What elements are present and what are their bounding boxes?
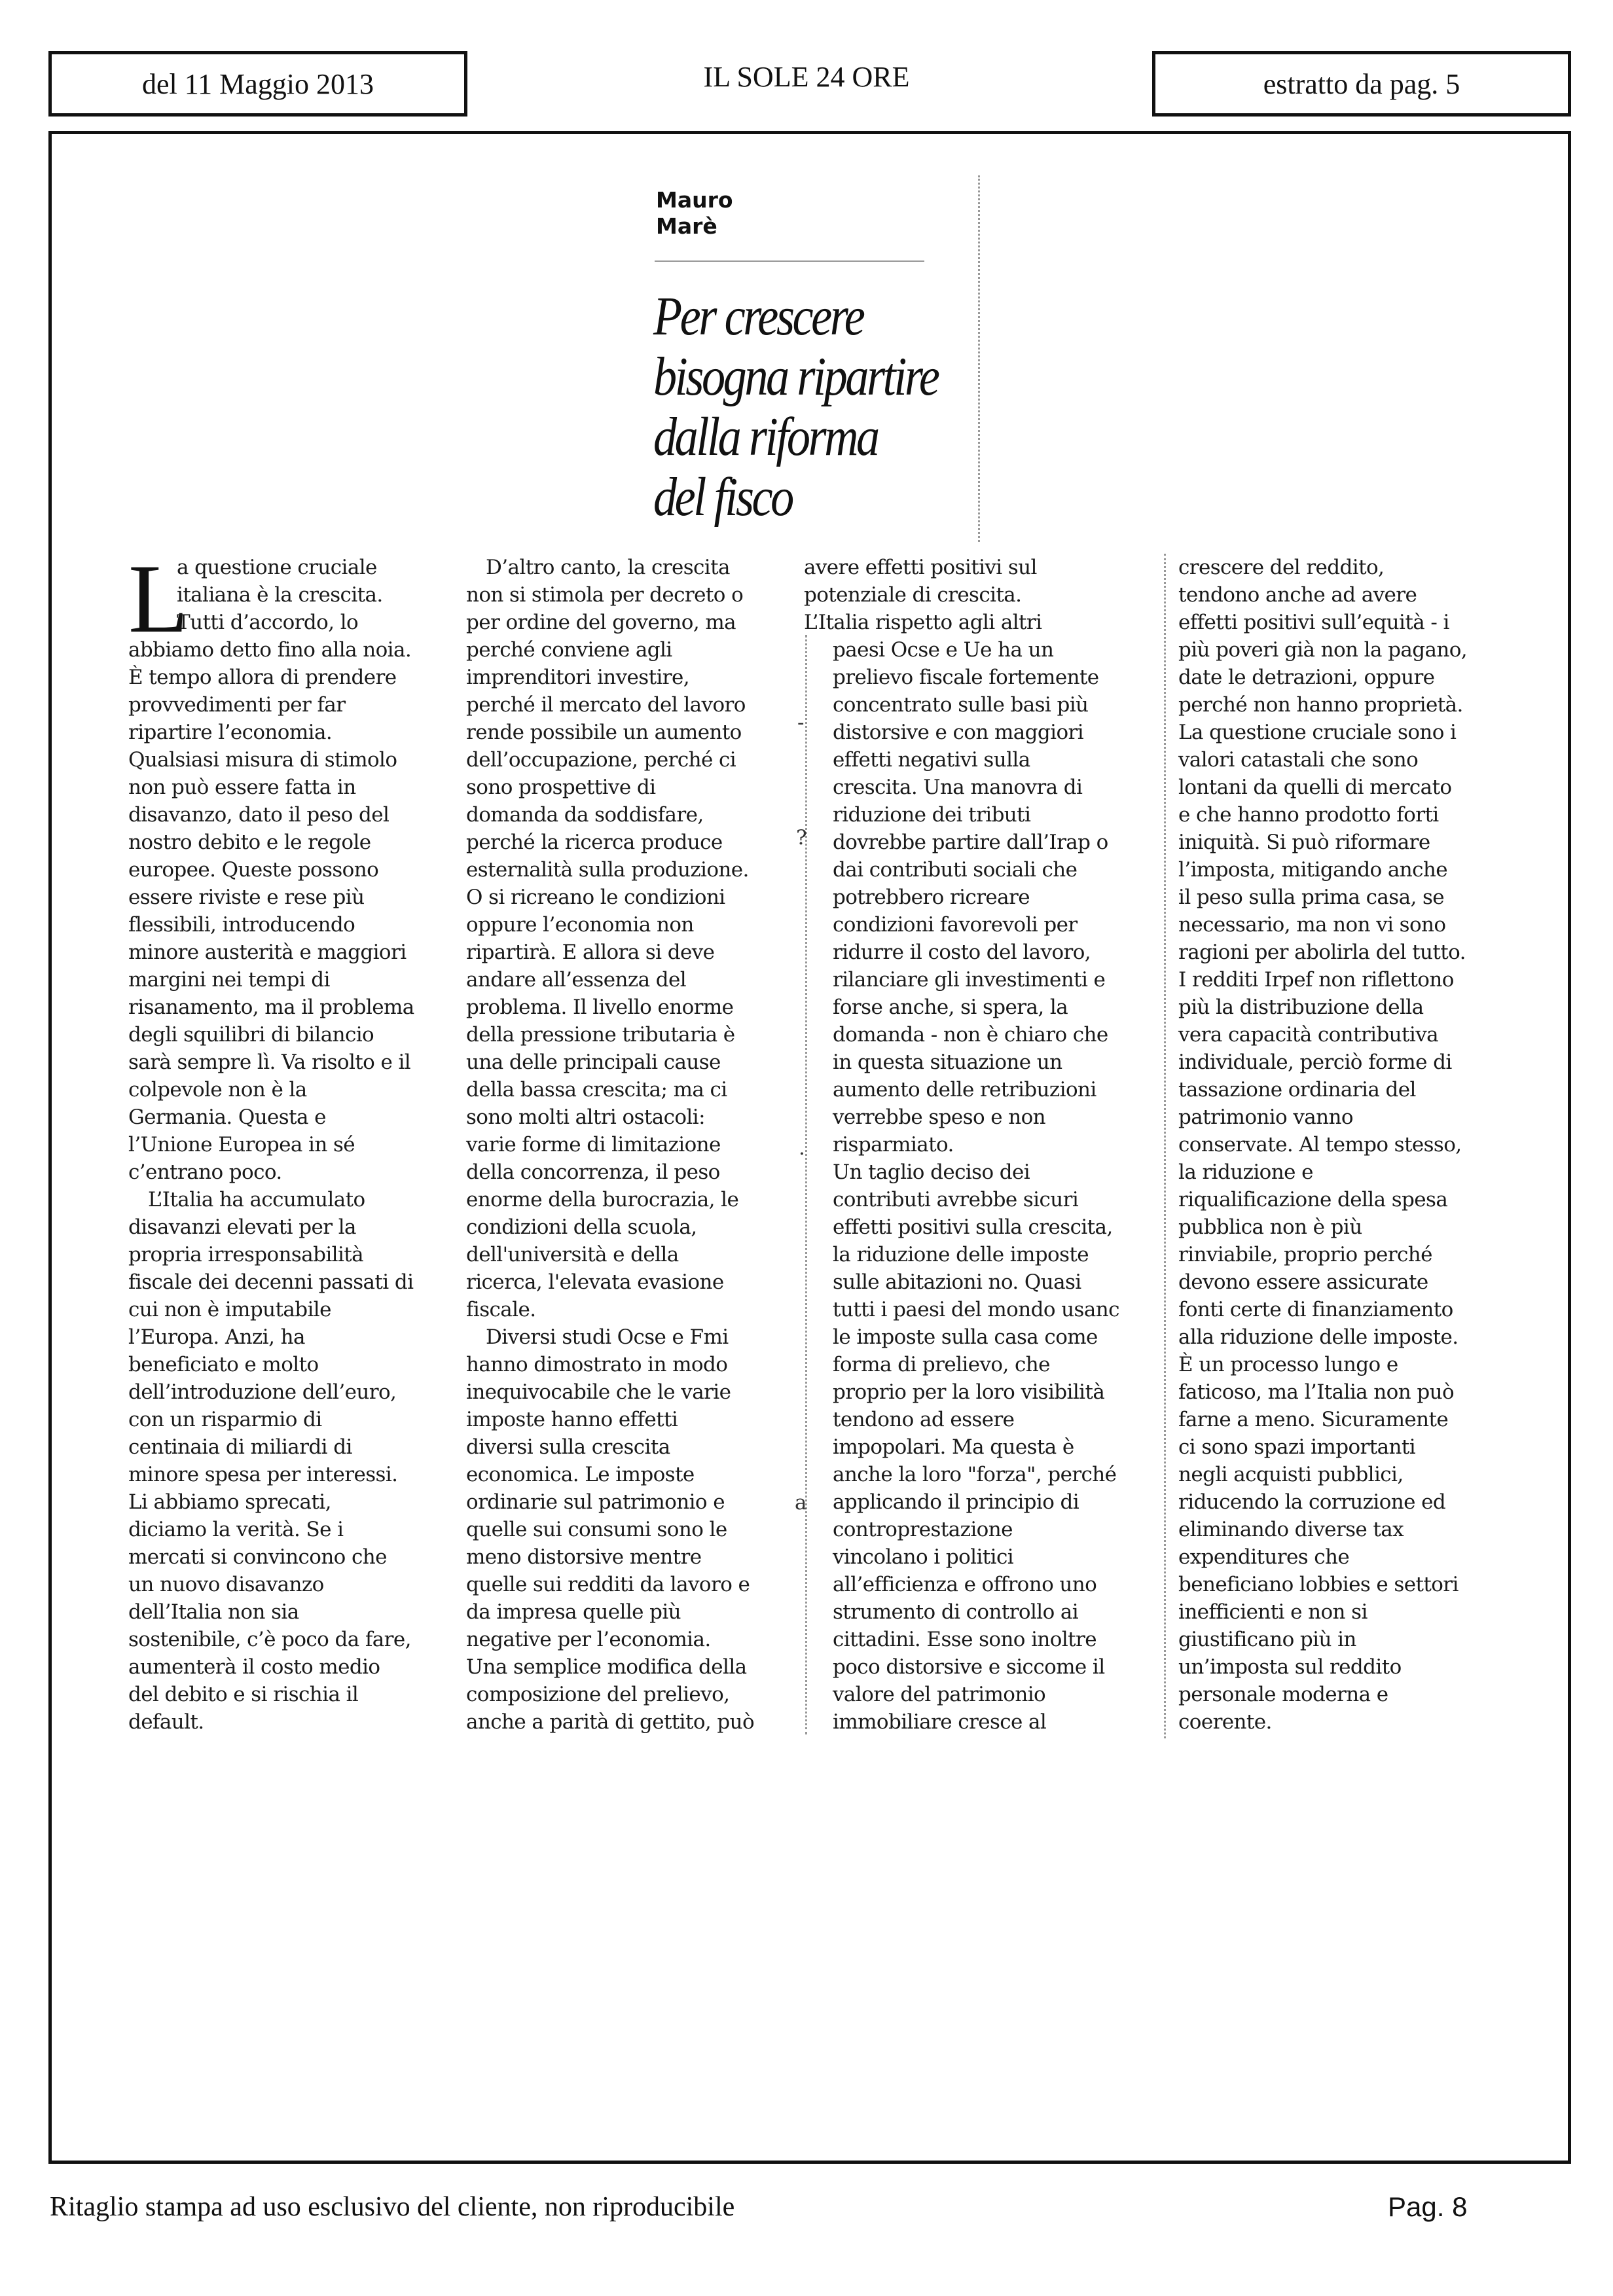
stray-mark: . bbox=[799, 1136, 805, 1160]
article-text-line: un’imposta sul reddito bbox=[1178, 1655, 1402, 1679]
article-text-line: quelle sui consumi sono le bbox=[466, 1518, 727, 1541]
article-text-line: valore del patrimonio bbox=[833, 1683, 1046, 1706]
headline-divider bbox=[978, 175, 980, 542]
article-text-line: oppure l’economia non bbox=[466, 913, 694, 937]
article-text-line: con un risparmio di bbox=[128, 1408, 322, 1431]
column-divider bbox=[805, 635, 807, 1734]
article-text-line: nostro debito e le regole bbox=[128, 831, 371, 854]
article-text-line: inefficienti e non si bbox=[1178, 1600, 1368, 1624]
article-text-line: riduzione dei tributi bbox=[833, 803, 1031, 827]
article-text-line: anche la loro "forza", perché bbox=[833, 1463, 1117, 1486]
article-text-line: Un taglio deciso dei bbox=[833, 1160, 1030, 1184]
article-text-line: potenziale di crescita. bbox=[804, 583, 1022, 607]
article-text-line: concentrato sulle basi più bbox=[833, 693, 1089, 717]
article-column-3-top bbox=[804, 554, 1138, 636]
headline bbox=[653, 286, 938, 528]
article-text-line: in questa situazione un bbox=[833, 1050, 1062, 1074]
article-text-line: problema. Il livello enorme bbox=[466, 996, 734, 1019]
article-text-line: del debito e si rischia il bbox=[128, 1683, 359, 1706]
page-ref-text: estratto da pag. 5 bbox=[1263, 67, 1460, 100]
article-text-line: vincolano i politici bbox=[833, 1545, 1014, 1569]
article-text-line: imprenditori investire, bbox=[466, 666, 689, 689]
article-text-line: lontani da quelli di mercato bbox=[1178, 776, 1452, 799]
footer-notice: Ritaglio stampa ad uso esclusivo del cliente, non riproducibile bbox=[50, 2192, 735, 2222]
article-text-line: controprestazione bbox=[833, 1518, 1013, 1541]
headline-line: dalla riforma bbox=[653, 406, 878, 467]
article-text-line: della concorrenza, il peso bbox=[466, 1160, 720, 1184]
article-text-line: essere riviste e rese più bbox=[128, 886, 365, 909]
article-text-line: l’Unione Europea in sé bbox=[128, 1133, 355, 1157]
article-text-line: strumento di controllo ai bbox=[833, 1600, 1079, 1624]
article-text-line: faticoso, ma l’Italia non può bbox=[1178, 1380, 1455, 1404]
article-text-line: hanno dimostrato in modo bbox=[466, 1353, 728, 1376]
article-text-line: beneficiano lobbies e settori bbox=[1178, 1573, 1459, 1596]
footer-page-number: Pag. 8 bbox=[1388, 2191, 1468, 2222]
article-text-line: sulle abitazioni no. Quasi bbox=[833, 1270, 1081, 1294]
article-text-line: sono prospettive di bbox=[466, 776, 656, 799]
article-text-line: la riduzione delle imposte bbox=[833, 1243, 1089, 1266]
article-text-line: domanda - non è chiaro che bbox=[833, 1023, 1108, 1047]
article-text-line: sono molti altri ostacoli: bbox=[466, 1105, 705, 1129]
article-column-1 bbox=[128, 554, 449, 1736]
stray-mark: a bbox=[795, 1491, 807, 1515]
article-text-line: inequivocabile che le varie bbox=[466, 1380, 731, 1404]
article-text-line: l’imposta, mitigando anche bbox=[1178, 858, 1447, 882]
article-text-line: tendono anche ad avere bbox=[1178, 583, 1417, 607]
article-text-line: più poveri già non la pagano, bbox=[1178, 638, 1468, 662]
article-column-3 bbox=[833, 636, 1173, 1736]
article-text-line: a questione cruciale bbox=[177, 556, 377, 579]
article-text-line: per ordine del governo, ma bbox=[466, 611, 736, 634]
article-text-line: più la distribuzione della bbox=[1178, 996, 1424, 1019]
article-text-line: ridurre il costo del lavoro, bbox=[833, 941, 1091, 964]
article-text-line: dell’introduzione dell’euro, bbox=[128, 1380, 397, 1404]
article-text-line: avere effetti positivi sul bbox=[804, 556, 1037, 579]
article-text-line: risanamento, ma il problema bbox=[128, 996, 414, 1019]
article-text-line: individuale, perciò forme di bbox=[1178, 1050, 1452, 1074]
article-text-line: valori catastali che sono bbox=[1178, 748, 1419, 772]
article-text-line: poco distorsive e siccome il bbox=[833, 1655, 1105, 1679]
article-text-line: ripartirà. E allora si deve bbox=[466, 941, 715, 964]
article-text-line: ragioni per abolirla del tutto. bbox=[1178, 941, 1466, 964]
article-text-line: La questione cruciale sono i bbox=[1178, 721, 1457, 744]
article-text-line: dell’Italia non sia bbox=[128, 1600, 299, 1624]
article-text-line: fiscale. bbox=[466, 1298, 536, 1321]
article-text-line: perché il mercato del lavoro bbox=[466, 693, 746, 717]
article-text-line: una delle principali cause bbox=[466, 1050, 721, 1074]
article-text-line: aumenterà il costo medio bbox=[128, 1655, 380, 1679]
article-text-line: italiana è la crescita. bbox=[177, 583, 383, 607]
article-text-line: flessibili, introducendo bbox=[128, 913, 355, 937]
article-text-line: ripartire l’economia. bbox=[128, 721, 333, 744]
article-text-line: conservate. Al tempo stesso, bbox=[1178, 1133, 1462, 1157]
article-text-line: È un processo lungo e bbox=[1178, 1353, 1398, 1376]
article-text-line: alla riduzione delle imposte. bbox=[1178, 1325, 1459, 1349]
article-text-line: default. bbox=[128, 1710, 204, 1734]
article-text-line: diversi sulla crescita bbox=[466, 1435, 670, 1459]
article-text-line: forma di prelievo, che bbox=[833, 1353, 1050, 1376]
article-text-line: perché la ricerca produce bbox=[466, 831, 723, 854]
article-text-line: Germania. Questa e bbox=[128, 1105, 326, 1129]
article-text-line: domanda da soddisfare, bbox=[466, 803, 704, 827]
article-text-line: della pressione tributaria è bbox=[466, 1023, 735, 1047]
article-text-line: economica. Le imposte bbox=[466, 1463, 695, 1486]
article-text-line: europee. Queste possono bbox=[128, 858, 379, 882]
article-text-line: enorme della burocrazia, le bbox=[466, 1188, 739, 1211]
article-text-line: cui non è imputabile bbox=[128, 1298, 331, 1321]
article-text-line: non può essere fatta in bbox=[128, 776, 356, 799]
article-text-line: perché non hanno proprietà. bbox=[1178, 693, 1463, 717]
article-text-line: D’altro canto, la crescita bbox=[486, 556, 730, 579]
article-text-line: potrebbero ricreare bbox=[833, 886, 1030, 909]
article-text-line: anche a parità di gettito, può bbox=[466, 1710, 755, 1734]
article-text-line: negli acquisti pubblici, bbox=[1178, 1463, 1404, 1486]
article-text-line: Li abbiamo sprecati, bbox=[128, 1490, 331, 1514]
article-text-line: applicando il principio di bbox=[833, 1490, 1079, 1514]
article-text-line: fiscale dei decenni passati di bbox=[128, 1270, 414, 1294]
article-text-line: dovrebbe partire dall’Irap o bbox=[833, 831, 1108, 854]
article-text-line: impopolari. Ma questa è bbox=[833, 1435, 1074, 1459]
article-text-line: disavanzi elevati per la bbox=[128, 1215, 356, 1239]
article-text-line: rilanciare gli investimenti e bbox=[833, 968, 1106, 992]
article-text-line: giustificano più in bbox=[1178, 1628, 1356, 1651]
article-text-line: farne a meno. Sicuramente bbox=[1178, 1408, 1449, 1431]
article-text-line: ordinarie sul patrimonio e bbox=[466, 1490, 725, 1514]
article-text-line: composizione del prelievo, bbox=[466, 1683, 730, 1706]
article-text-line: varie forme di limitazione bbox=[466, 1133, 721, 1157]
article-text-line: crescita. Una manovra di bbox=[833, 776, 1083, 799]
article-text-line: ci sono spazi importanti bbox=[1178, 1435, 1416, 1459]
author-byline bbox=[656, 187, 918, 240]
article-text-line: andare all’essenza del bbox=[466, 968, 687, 992]
article-text-line: sarà sempre lì. Va risolto e il bbox=[128, 1050, 411, 1074]
article-column-4 bbox=[1178, 554, 1493, 1736]
article-text-line: negative per l’economia. bbox=[466, 1628, 711, 1651]
article-text-line: effetti positivi sulla crescita, bbox=[833, 1215, 1113, 1239]
article-text-line: L’Italia ha accumulato bbox=[148, 1188, 365, 1211]
article-text-line: contributi avrebbe sicuri bbox=[833, 1188, 1079, 1211]
article-text-line: patrimonio vanno bbox=[1178, 1105, 1353, 1129]
stray-mark: ? bbox=[796, 826, 807, 850]
article-text-line: pubblica non è più bbox=[1178, 1215, 1362, 1239]
byline-rule bbox=[655, 260, 924, 262]
article-text-line: paesi Ocse e Ue ha un bbox=[833, 638, 1054, 662]
article-text-line: tendono ad essere bbox=[833, 1408, 1015, 1431]
publication-name: IL SOLE 24 ORE bbox=[703, 61, 910, 93]
article-text-line: proprio per la loro visibilità bbox=[833, 1380, 1105, 1404]
article-text-line: expenditures che bbox=[1178, 1545, 1350, 1569]
article-text-line: tutti i paesi del mondo usanc bbox=[833, 1298, 1119, 1321]
article-text-line: eliminando diverse tax bbox=[1178, 1518, 1404, 1541]
article-text-line: L’Italia rispetto agli altri bbox=[804, 611, 1042, 634]
article-text-line: un nuovo disavanzo bbox=[128, 1573, 324, 1596]
article-text-line: disavanzo, dato il peso del bbox=[128, 803, 390, 827]
article-text-line: diciamo la verità. Se i bbox=[128, 1518, 344, 1541]
article-text-line: minore spesa per interessi. bbox=[128, 1463, 398, 1486]
article-text-line: le imposte sulla casa come bbox=[833, 1325, 1098, 1349]
article-text-line: effetti negativi sulla bbox=[833, 748, 1030, 772]
article-text-line: dell’occupazione, perché ci bbox=[466, 748, 736, 772]
article-text-line: margini nei tempi di bbox=[128, 968, 330, 992]
article-text-line: date le detrazioni, oppure bbox=[1178, 666, 1435, 689]
article-text-line: necessario, ma non vi sono bbox=[1178, 913, 1446, 937]
article-text-line: esternalità sulla produzione. bbox=[466, 858, 749, 882]
article-text-line: la riduzione e bbox=[1178, 1160, 1313, 1184]
article-text-line: provvedimenti per far bbox=[128, 693, 346, 717]
article-text-line: aumento delle retribuzioni bbox=[833, 1078, 1096, 1102]
article-text-line: I redditi Irpef non riflettono bbox=[1178, 968, 1454, 992]
article-text-line: immobiliare cresce al bbox=[833, 1710, 1047, 1734]
article-text-line: riducendo la corruzione ed bbox=[1178, 1490, 1446, 1514]
article-text-line: prelievo fiscale fortemente bbox=[833, 666, 1099, 689]
headline-line: del fisco bbox=[653, 467, 792, 528]
article-text-line: Diversi studi Ocse e Fmi bbox=[486, 1325, 729, 1349]
article-text-line: abbiamo detto fino alla noia. bbox=[128, 638, 412, 662]
article-text-line: devono essere assicurate bbox=[1178, 1270, 1428, 1294]
article-text-line: il peso sulla prima casa, se bbox=[1178, 886, 1445, 909]
article-text-line: minore austerità e maggiori bbox=[128, 941, 407, 964]
article-text-line: vera capacità contributiva bbox=[1178, 1023, 1439, 1047]
article-column-2 bbox=[466, 554, 793, 1736]
article-text-line: rende possibile un aumento bbox=[466, 721, 742, 744]
date-text: del 11 Maggio 2013 bbox=[142, 67, 374, 100]
page-ref-box bbox=[1152, 51, 1571, 117]
article-text-line: colpevole non è la bbox=[128, 1078, 307, 1102]
article-text-line: centinaia di miliardi di bbox=[128, 1435, 352, 1459]
article-text-line: forse anche, si spera, la bbox=[833, 996, 1068, 1019]
article-text-line: e che hanno prodotto forti bbox=[1178, 803, 1439, 827]
article-text-line: meno distorsive mentre bbox=[466, 1545, 702, 1569]
article-text-line: coerente. bbox=[1178, 1710, 1272, 1734]
article-text-line: effetti positivi sull’equità - i bbox=[1178, 611, 1449, 634]
article-text-line: condizioni della scuola, bbox=[466, 1215, 697, 1239]
author-first-name: Mauro bbox=[656, 187, 733, 213]
article-text-line: verrebbe speso e non bbox=[833, 1105, 1046, 1129]
article-text-line: O si ricreano le condizioni bbox=[466, 886, 725, 909]
article-text-line: all’efficienza e offrono uno bbox=[833, 1573, 1097, 1596]
article-text-line: cittadini. Esse sono inoltre bbox=[833, 1628, 1097, 1651]
article-text-line: rinviabile, proprio perché bbox=[1178, 1243, 1432, 1266]
author-last-name: Marè bbox=[656, 213, 717, 239]
article-text-line: degli squilibri di bilancio bbox=[128, 1023, 374, 1047]
article-text-line: risparmiato. bbox=[833, 1133, 954, 1157]
article-text-line: iniquità. Si può riformare bbox=[1178, 831, 1430, 854]
article-text-line: c’entrano poco. bbox=[128, 1160, 282, 1184]
article-text-line: sostenibile, c’è poco da fare, bbox=[128, 1628, 411, 1651]
article-text-line: non si stimola per decreto o bbox=[466, 583, 744, 607]
article-text-line: dell'università e della bbox=[466, 1243, 679, 1266]
article-text-line: beneficiato e molto bbox=[128, 1353, 319, 1376]
article-text-line: da impresa quelle più bbox=[466, 1600, 681, 1624]
article-text-line: della bassa crescita; ma ci bbox=[466, 1078, 727, 1102]
article-text-line: riqualificazione della spesa bbox=[1178, 1188, 1448, 1211]
article-text-line: propria irresponsabilità bbox=[128, 1243, 364, 1266]
article-text-line: Qualsiasi misura di stimolo bbox=[128, 748, 397, 772]
article-text-line: ricerca, l'elevata evasione bbox=[466, 1270, 724, 1294]
article-text-line: distorsive e con maggiori bbox=[833, 721, 1084, 744]
article-text-line: fonti certe di finanziamento bbox=[1178, 1298, 1453, 1321]
article-text-line: È tempo allora di prendere bbox=[128, 666, 397, 689]
article-text-line: tassazione ordinaria del bbox=[1178, 1078, 1416, 1102]
article-text-line: quelle sui redditi da lavoro e bbox=[466, 1573, 750, 1596]
article-text-line: Una semplice modifica della bbox=[466, 1655, 747, 1679]
article-text-line: l’Europa. Anzi, ha bbox=[128, 1325, 305, 1349]
article-text-line: imposte hanno effetti bbox=[466, 1408, 678, 1431]
stray-mark: - bbox=[797, 711, 805, 734]
headline-line: Per crescere bbox=[653, 286, 863, 347]
article-text-line: personale moderna e bbox=[1178, 1683, 1388, 1706]
article-text-line: mercati si convincono che bbox=[128, 1545, 387, 1569]
drop-cap: L bbox=[128, 545, 189, 653]
article-text-line: condizioni favorevoli per bbox=[833, 913, 1078, 937]
article-text-line: perché conviene agli bbox=[466, 638, 672, 662]
article-text-line: dai contributi sociali che bbox=[833, 858, 1078, 882]
article-text-line: Tutti d’accordo, lo bbox=[177, 611, 359, 634]
article-text-line: crescere del reddito, bbox=[1178, 556, 1385, 579]
headline-line: bisogna ripartire bbox=[653, 346, 938, 407]
